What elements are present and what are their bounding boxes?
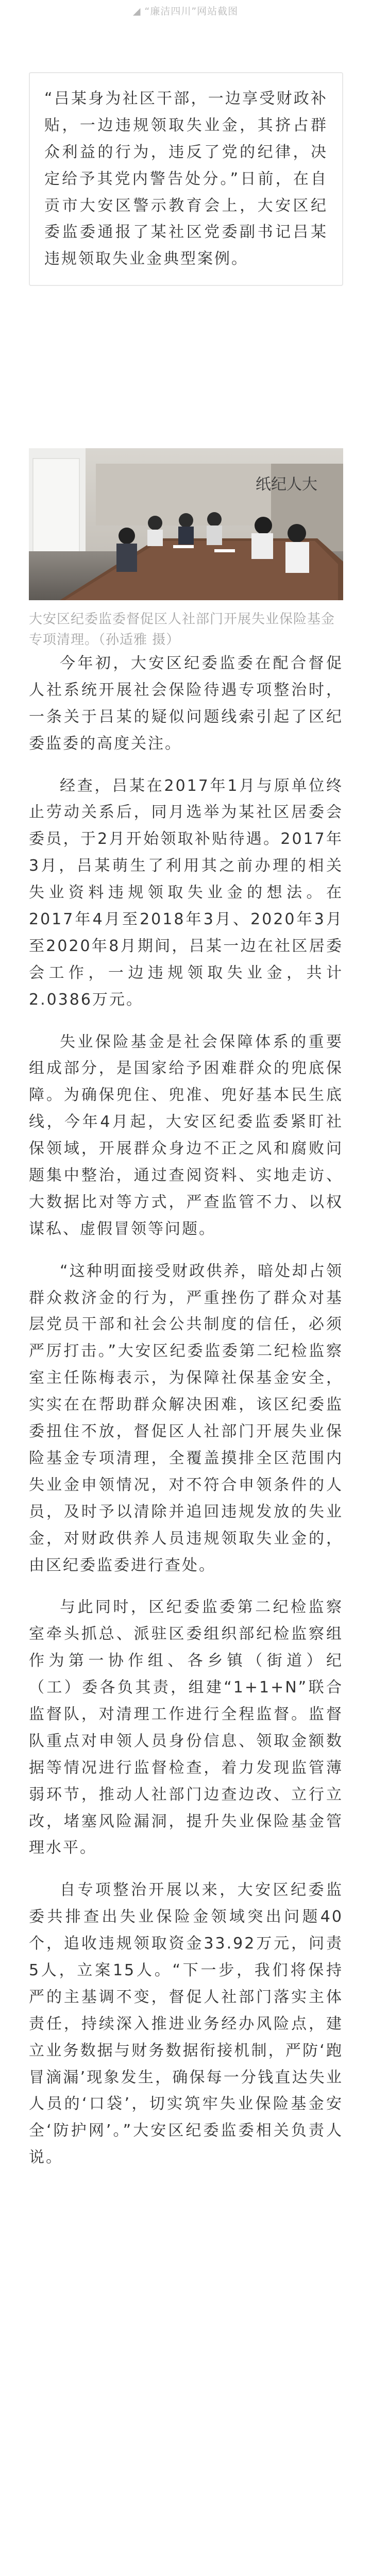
paragraph: 自专项整治开展以来，大安区纪委监委共排查出失业保险金领域突出问题40个，追收违规领取资金33.92万元，问责5人，立案15人。“下一步，我们将保持严的主基调不变，督促人社部门落实主体责任，持续深入推进业务经办风险点，建立业务数据与财务数据衔接机制，严防‘跑冒滴漏’现象发生，确保每一分钱直达失业人员的‘口袋’，切实筑牢失业保险基金安全‘防护网’。”大安区纪委监委相关负责人说。 [29,1881,343,2167]
photo-caption: 大安区纪委监委督促区人社部门开展失业保险基金专项清理。（孙适雅 摄） [29,612,335,648]
screenshot-caption: ◢ “廉洁四川”网站截图 [132,5,239,17]
lead-quote-box [29,72,343,286]
paragraph: “这种明面接受财政供养，暗处却占领群众救济金的行为，严重挫伤了群众对基层党员干部和社会公共制度的信任，必须严厉打击。”大安区纪委监委第二纪检监察室主任陈梅表示，为保障社保基金安全，实实在在帮助群众解决困难，该区纪委监委扭住不放，督促区人社部门开展失业保险基金专项清理，全覆盖摸排全区范围内失业金申领情况，对不符合申领条件的人员，及时予以清除并追回违规发放的失业金，对财政供养人员违规领取失业金的，由区纪委监委进行查处。 [29,1262,343,1574]
meeting-photo-illustration [29,448,343,600]
paragraph: 今年初，大安区纪委监委在配合督促人社系统开展社会保险待遇专项整治时，一条关于吕某的疑似问题线索引起了区纪委监委的高度关注。 [29,654,343,753]
paragraph: 失业保险基金是社会保障体系的重要组成部分，是国家给予困难群众的兜底保障。为确保兜住、兜准、兜好基本民生底线，今年4月起，大安区纪委监委紧盯社保领域，开展群众身边不正之风和腐败问题集中整治，通过查阅资料、实地走访、大数据比对等方式，严查监管不力、以权谋私、虚假冒领等问题。 [29,1032,343,1238]
lead-quote-text: “吕某身为社区干部，一边享受财政补贴，一边违规领取失业金，其挤占群众利益的行为，违反了党的纪律，决定给予其党内警告处分。”日前，在自贡市大安区警示教育会上，大安区纪委监委通报了某社区党委副书记吕某违规领取失业金典型案例。 [44,90,328,268]
news-photo [29,448,343,600]
paragraph: 经查，吕某在2017年1月与原单位终止劳动关系后，同月选举为某社区居委会委员，于2月开始领取补贴待遇。2017年3月，吕某萌生了利用其之前办理的相关失业资料违规领取失业金的想法。在2017年4月至2018年3月、2020年3月至2020年8月期间，吕某一边在社区居委会工作，一边违规领取失业金，共计2.0386万元。 [29,776,343,1009]
article-body [29,650,343,2187]
paragraph: 与此同时，区纪委监委第二纪检监察室牵头抓总、派驻区委组织部纪检监察组作为第一协作组、各乡镇（街道）纪（工）委各负其责，组建“1+1+N”联合监督队，对清理工作进行全程监督。监督队重点对申领人员身份信息、领取金额数据等情况进行监督检查，着力发现监管薄弱环节，推动人社部门边查边改、立行立改，堵塞风险漏洞，提升失业保险基金管理水平。 [29,1598,343,1857]
photo-wall-sign: 纸纪人大 [256,476,317,494]
